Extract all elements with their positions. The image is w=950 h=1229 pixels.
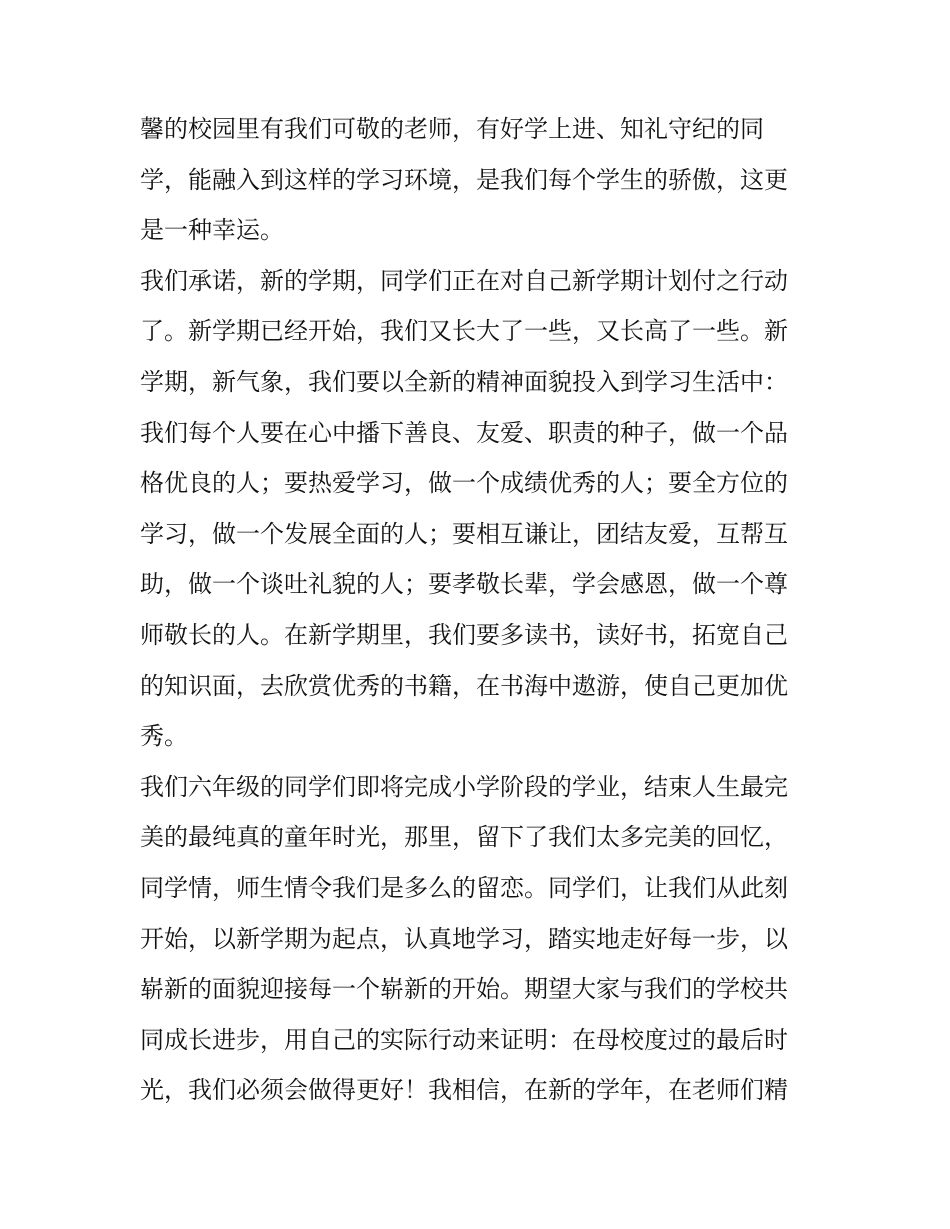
text-line: 我们每个人要在心中播下善良、友爱、职责的种子，做一个品	[140, 418, 788, 447]
text-line: 助，做一个谈吐礼貌的人；要孝敬长辈，学会感恩，做一个尊	[140, 570, 788, 599]
text-line: 光，我们必须会做得更好！我相信，在新的学年，在老师们精	[140, 1076, 788, 1105]
body-text	[140, 104, 812, 1116]
text-line: 同成长进步，用自己的实际行动来证明：在母校度过的最后时	[140, 1025, 788, 1054]
text-line: 的知识面，去欣赏优秀的书籍，在书海中遨游，使自己更加优	[140, 671, 788, 700]
text-line: 同学情，师生情令我们是多么的留恋。同学们，让我们从此刻	[140, 873, 788, 902]
text-line: 美的最纯真的童年时光，那里，留下了我们太多完美的回忆，	[140, 823, 788, 852]
text-line: 秀。	[140, 722, 188, 751]
text-line: 我们承诺，新的学期，同学们正在对自己新学期计划付之行动	[140, 266, 788, 295]
text-line: 格优良的人；要热爱学习，做一个成绩优秀的人；要全方位的	[140, 469, 788, 498]
text-line: 学习，做一个发展全面的人；要相互谦让，团结友爱，互帮互	[140, 519, 788, 548]
text-line: 我们六年级的同学们即将完成小学阶段的学业，结束人生最完	[140, 772, 788, 801]
text-line: 崭新的面貌迎接每一个崭新的开始。期望大家与我们的学校共	[140, 975, 788, 1004]
text-line: 是一种幸运。	[140, 216, 284, 245]
text-line: 学期，新气象，我们要以全新的精神面貌投入到学习生活中：	[140, 367, 788, 396]
text-line: 馨的校园里有我们可敬的老师，有好学上进、知礼守纪的同	[140, 115, 764, 143]
text-line: 了。新学期已经开始，我们又长大了一些，又长高了一些。新	[140, 317, 788, 346]
text-line: 学，能融入到这样的学习环境，是我们每个学生的骄傲，这更	[140, 165, 788, 194]
text-line: 师敬长的人。在新学期里，我们要多读书，读好书，拓宽自己	[140, 620, 788, 649]
text-line: 开始，以新学期为起点，认真地学习，踏实地走好每一步，以	[140, 924, 788, 953]
